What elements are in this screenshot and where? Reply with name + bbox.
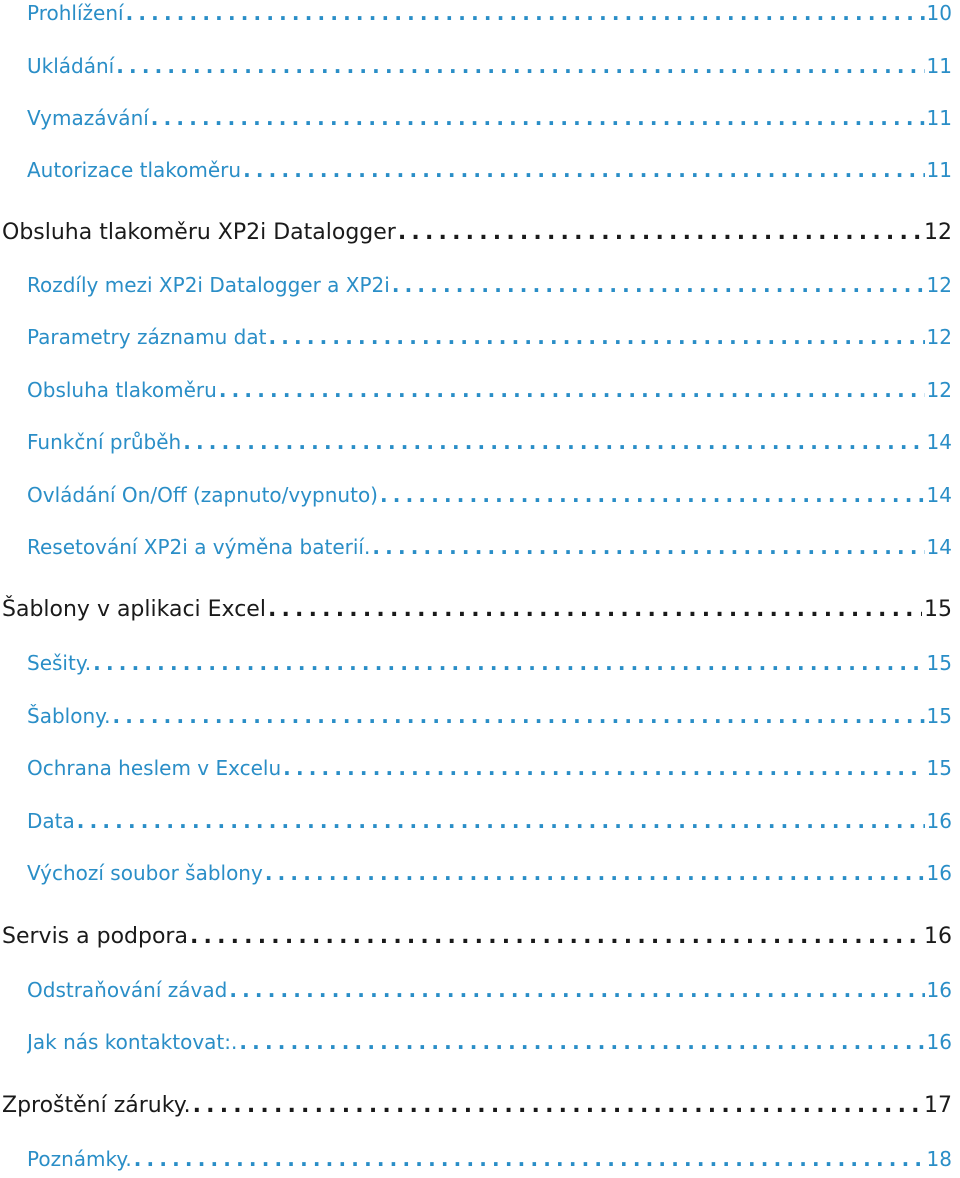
toc-page-number: 14 [926, 535, 952, 559]
toc-entry[interactable] [27, 49, 952, 83]
toc-page-number: 10 [926, 1, 952, 25]
toc-page-number: 16 [924, 924, 952, 949]
toc-leader-dots [116, 49, 924, 83]
toc-entry-label: Obsluha tlakoměru [27, 378, 217, 402]
toc-section-entry[interactable] [2, 1089, 952, 1123]
toc-page-number: 15 [926, 651, 952, 675]
toc-leader-dots [112, 699, 924, 733]
toc-page-number: 11 [926, 106, 952, 130]
toc-entry-label: Data [27, 809, 75, 833]
toc-leader-dots [283, 751, 924, 785]
toc-entry[interactable] [27, 268, 952, 302]
toc-entry[interactable] [27, 425, 952, 459]
toc-leader-dots [229, 973, 924, 1007]
toc-entry[interactable] [27, 751, 952, 785]
toc-section-label: Šablony v aplikaci Excel [2, 597, 266, 622]
toc-section-label: Obsluha tlakoměru XP2i Datalogger [2, 220, 396, 245]
toc-leader-dots [126, 0, 925, 30]
toc-page-number: 12 [926, 325, 952, 349]
toc-entry[interactable] [27, 153, 952, 187]
toc-entry[interactable] [27, 1142, 952, 1176]
toc-section-entry[interactable] [2, 216, 952, 250]
toc-entry-label: Parametry záznamu dat [27, 325, 267, 349]
toc-leader-dots [265, 856, 925, 890]
toc-section-entry[interactable] [2, 920, 952, 954]
toc-leader-dots [268, 593, 922, 627]
toc-entry-label: Poznámky. [27, 1147, 132, 1171]
toc-entry[interactable] [27, 101, 952, 135]
toc-page-number: 17 [924, 1093, 952, 1118]
toc-section-label: Zproštění záruky. [2, 1093, 191, 1118]
toc-entry-label: Výchozí soubor šablony [27, 861, 263, 885]
toc-entry[interactable] [27, 530, 952, 564]
toc-entry-label: Jak nás kontaktovat:. [27, 1030, 238, 1054]
toc-entry[interactable] [27, 478, 952, 512]
toc-leader-dots [239, 1025, 924, 1059]
toc-leader-dots [392, 268, 925, 302]
toc-entry-label: Autorizace tlakoměru [27, 158, 242, 182]
toc-entry[interactable] [27, 320, 952, 354]
toc-entry[interactable] [27, 0, 952, 30]
toc-leader-dots [372, 530, 924, 564]
toc-leader-dots [380, 478, 925, 512]
toc-page-number: 15 [926, 756, 952, 780]
toc-page-number: 16 [926, 861, 952, 885]
toc-leader-dots [268, 320, 924, 354]
toc-page-number: 11 [926, 158, 952, 182]
toc-entry-label: Funkční průběh [27, 430, 182, 454]
toc-entry-label: Šablony. [27, 704, 111, 728]
toc-entry[interactable] [27, 373, 952, 407]
toc-leader-dots [151, 101, 925, 135]
toc-page-number: 12 [926, 378, 952, 402]
toc-entry-label: Vymazávání [27, 106, 149, 130]
toc-leader-dots [193, 1089, 922, 1123]
toc-leader-dots [398, 216, 922, 250]
toc-leader-dots [183, 425, 924, 459]
toc-entry-label: Prohlížení [27, 1, 124, 25]
toc-entry-label: Sešity. [27, 651, 92, 675]
toc-section-label: Servis a podpora [2, 924, 188, 949]
toc-entry-label: Odstraňování závad [27, 978, 228, 1002]
toc-page-number: 11 [926, 54, 952, 78]
toc-page-number: 12 [926, 273, 952, 297]
toc-page-number: 14 [926, 483, 952, 507]
toc-leader-dots [134, 1142, 925, 1176]
toc-entry-label: Ochrana heslem v Excelu [27, 756, 282, 780]
toc-page-number: 16 [926, 809, 952, 833]
toc-entry-label: Ovládání On/Off (zapnuto/vypnuto) [27, 483, 378, 507]
toc-leader-dots [243, 153, 924, 187]
toc-leader-dots [93, 646, 924, 680]
toc-entry[interactable] [27, 856, 952, 890]
toc-entry[interactable] [27, 646, 952, 680]
toc-leader-dots [77, 804, 925, 838]
toc-page-number: 18 [926, 1147, 952, 1171]
toc-entry[interactable] [27, 699, 952, 733]
toc-section-entry[interactable] [2, 593, 952, 627]
toc-entry-label: Rozdíly mezi XP2i Datalogger a XP2i [27, 273, 390, 297]
toc-entry[interactable] [27, 804, 952, 838]
toc-page-number: 16 [926, 978, 952, 1002]
toc-entry[interactable] [27, 1025, 952, 1059]
toc-leader-dots [190, 920, 922, 954]
toc-page-number: 15 [926, 704, 952, 728]
toc-leader-dots [219, 373, 925, 407]
toc-entry[interactable] [27, 973, 952, 1007]
toc-entry-label: Ukládání [27, 54, 115, 78]
toc-page-number: 16 [926, 1030, 952, 1054]
toc-page-number: 12 [924, 220, 952, 245]
toc-page-number: 14 [926, 430, 952, 454]
toc-entry-label: Resetování XP2i a výměna baterií. [27, 535, 371, 559]
toc-page-number: 15 [924, 597, 952, 622]
